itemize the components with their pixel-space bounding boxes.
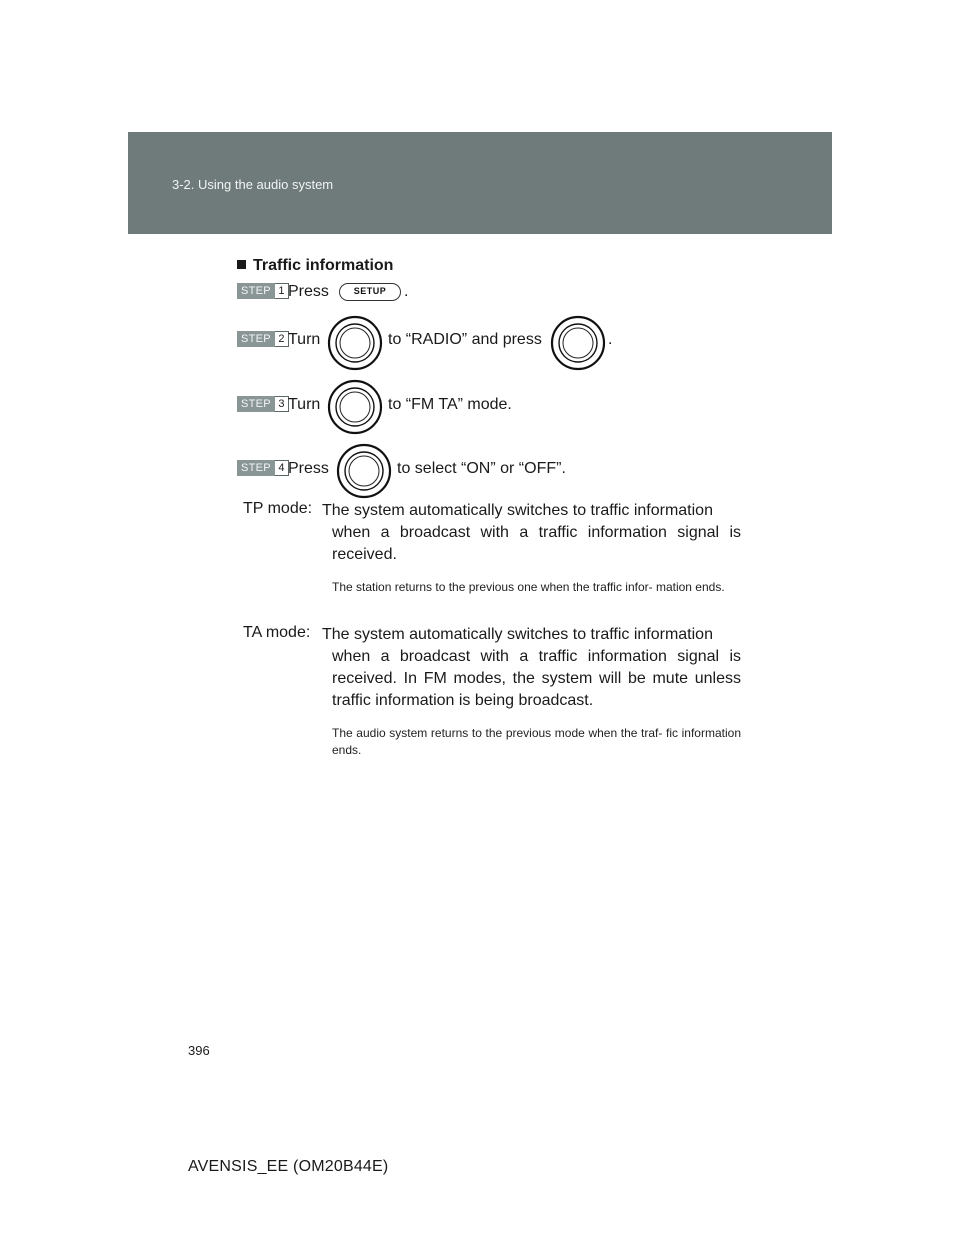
step-number: 4 (275, 460, 289, 476)
section-header-band (128, 132, 832, 234)
step-badge (237, 396, 289, 412)
tp-mode-description (322, 500, 741, 566)
step-text: Press (288, 460, 329, 477)
ta-mode-description (322, 624, 741, 712)
step-word: STEP (237, 396, 275, 412)
step-text: Press (288, 283, 329, 300)
document-code: AVENSIS_EE (OM20B44E) (188, 1158, 389, 1175)
ta-mode-label: TA mode: (243, 624, 311, 641)
tp-mode-label: TP mode: (243, 500, 313, 517)
ta-mode-rest: when a broadcast with a traffic information signal is received. In FM modes, the system will be mute unless traffic information is being broadcast. (332, 648, 741, 709)
tune-knob-icon (550, 315, 606, 371)
step-number: 1 (275, 283, 289, 299)
step-badge (237, 460, 289, 476)
step-word: STEP (237, 460, 275, 476)
ta-mode-note: The audio system returns to the previous mode when the traf- fic information ends. (332, 726, 741, 757)
step-text-end: to “FM TA” mode. (388, 396, 512, 413)
tune-knob-icon (336, 443, 392, 499)
setup-button-label: SETUP (353, 286, 387, 296)
step-word: STEP (237, 331, 275, 347)
step-text-end: to select “ON” or “OFF”. (397, 460, 566, 477)
chapter-title: 3-2. Using the audio system (172, 177, 334, 192)
square-bullet-icon (237, 260, 246, 269)
page-number: 396 (188, 1043, 210, 1058)
step-text-middle: to “RADIO” and press (388, 331, 542, 348)
tune-knob-icon (327, 315, 383, 371)
step-number: 3 (275, 396, 289, 412)
step-text: Turn (288, 331, 321, 348)
section-title-text: Traffic information (253, 257, 394, 274)
tp-mode-note: The station returns to the previous one when the traffic infor- mation ends. (332, 580, 725, 594)
step-badge (237, 283, 289, 299)
step-word: STEP (237, 283, 275, 299)
tp-mode-line1: The system automatically switches to traffic information (322, 502, 713, 519)
tune-knob-icon (327, 379, 383, 435)
step-text-end: . (404, 283, 409, 300)
step-badge (237, 331, 289, 347)
tp-mode-rest: when a broadcast with a traffic information signal is received. (332, 524, 741, 563)
section-title (237, 257, 393, 275)
ta-mode-line1: The system automatically switches to traffic information (322, 626, 713, 643)
step-text-end: . (608, 331, 613, 348)
step-number: 2 (275, 331, 289, 347)
setup-button-icon (339, 283, 401, 301)
step-text: Turn (288, 396, 321, 413)
